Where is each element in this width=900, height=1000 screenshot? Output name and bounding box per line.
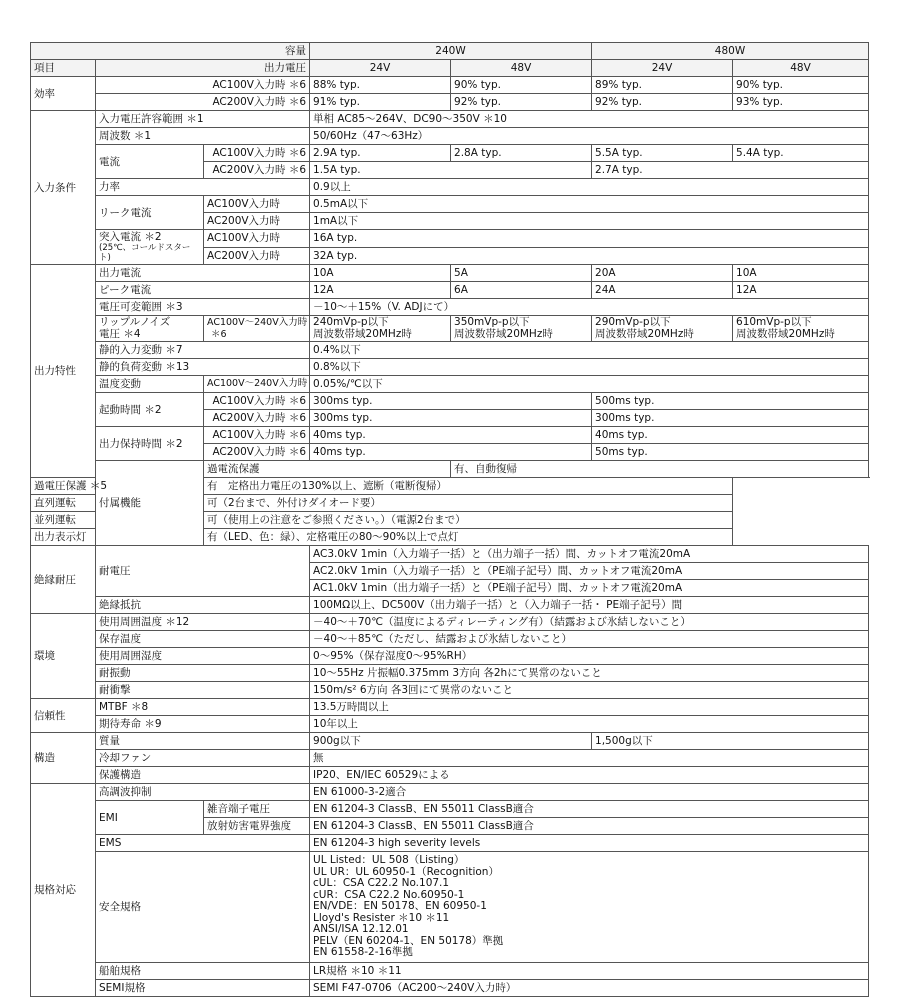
value-cell: 5.4A typ. (733, 145, 869, 162)
safety-line: cUL：CSA C22.2 No.107.1 (313, 877, 450, 889)
value-cell: 有（LED、色：緑）、定格電圧の80～90%以上で点灯 (204, 529, 733, 546)
value-cell: －10～＋15%（V. ADJにて） (310, 299, 869, 316)
category-structure: 構造 (31, 733, 96, 784)
value-cell: 89% typ. (592, 77, 733, 94)
value-cell: 2.9A typ. (310, 145, 451, 162)
item-label: 入力電圧許容範囲 ＊1 (96, 111, 310, 128)
value-cell: 92% typ. (592, 94, 733, 111)
value-cell: 無 (310, 750, 869, 767)
value-cell: 可（2台まで、外付けダイオード要） (204, 495, 733, 512)
table-row (31, 282, 869, 299)
value-cell (592, 316, 733, 342)
table-row (31, 733, 869, 750)
item-label-ripple (96, 316, 204, 342)
item-label: 過電圧保護 ＊5 (31, 478, 204, 495)
item-label: 耐衝撃 (96, 682, 310, 699)
value-cell: 1,500g以下 (592, 733, 869, 750)
safety-line: ANSI/ISA 12.12.01 (313, 923, 409, 935)
safety-line: UL Listed：UL 508（Listing） (313, 854, 465, 866)
item-label: 項目 (31, 60, 96, 77)
value-cell: 0～95%（保存湿度0～95%RH） (310, 648, 869, 665)
condition-label: AC100V入力時 ＊6 (96, 77, 310, 94)
value-cell: 90% typ. (733, 77, 869, 94)
value-cell: 91% typ. (310, 94, 451, 111)
voltage-240w-48v: 48V (451, 60, 592, 77)
table-row (31, 478, 869, 495)
value-cell: AC2.0kV 1min（入力端子一括）と（PE端子記号）間、カットオフ電流20mA (310, 563, 869, 580)
condition-label: AC200V入力時 (204, 247, 310, 265)
table-row (31, 529, 869, 546)
value-cell: 2.8A typ. (451, 145, 592, 162)
item-label: 船舶規格 (96, 962, 310, 979)
value-cell: 13.5万時間以上 (310, 699, 869, 716)
value-cell: 12A (733, 282, 869, 299)
condition-label: AC100V入力時 (204, 230, 310, 248)
item-label: 保存温度 (96, 631, 310, 648)
header-row-voltage (31, 60, 869, 77)
safety-line: cUR：CSA C22.2 No.60950-1 (313, 888, 465, 901)
value-cell: 20A (592, 265, 733, 282)
table-row (31, 393, 869, 410)
value-cell: 100MΩ以上、DC500V（出力端子一括）と（入力端子一括・ PE端子記号）間 (310, 597, 869, 614)
value-cell: 0.4%以下 (310, 342, 869, 359)
ripple-value: 350mVp-p以下 (454, 316, 530, 328)
category-standards: 規格対応 (31, 784, 96, 997)
table-row (31, 230, 869, 248)
ripple-bandwidth: 周波数帯域20MHz時 (454, 327, 553, 340)
item-label: 保護構造 (96, 767, 310, 784)
value-cell: 単相 AC85～264V、DC90～350V ＊10 (310, 111, 869, 128)
value-cell: EN 61000-3-2適合 (310, 784, 869, 801)
item-label: 出力電流 (96, 265, 310, 282)
condition-ripple (204, 316, 310, 342)
value-cell: 150m/s² 6方向 各3回にて異常のないこと (310, 682, 869, 699)
table-row (31, 699, 869, 716)
value-cell: 90% typ. (451, 77, 592, 94)
value-cell: 5A (451, 265, 592, 282)
item-label: 静的入力変動 ＊7 (96, 342, 310, 359)
item-label: 周波数 ＊1 (96, 128, 310, 145)
value-cell: 10～55Hz 片振幅0.375mm 3方向 各2hにて異常のないこと (310, 665, 869, 682)
value-cell: 12A (310, 282, 451, 299)
value-cell: SEMI F47-0706（AC200～240V入力時） (310, 979, 869, 996)
table-row (31, 376, 869, 393)
value-cell (310, 316, 451, 342)
table-row (31, 767, 869, 784)
table-row (31, 111, 869, 128)
item-label: 使用周囲温度 ＊12 (96, 614, 310, 631)
voltage-240w-24v: 24V (310, 60, 451, 77)
ripple-bandwidth: 周波数帯域20MHz時 (595, 327, 694, 340)
item-label: 期待寿命 ＊9 (96, 716, 310, 733)
safety-standards-list (310, 852, 869, 963)
table-row (31, 265, 869, 282)
value-cell: －40～＋70℃（温度によるディレーティング有）（結露および氷結しないこと） (310, 614, 869, 631)
safety-line: PELV（EN 60204-1、EN 50178）準拠 (313, 934, 504, 947)
voltage-480w-48v: 48V (733, 60, 869, 77)
table-row (31, 835, 869, 852)
value-cell: 10A (733, 265, 869, 282)
value-cell: 24A (592, 282, 733, 299)
condition-label: AC100V入力時 ＊6 (204, 145, 310, 162)
category-features: 付属機能 (96, 461, 204, 546)
value-cell: 40ms typ. (310, 427, 592, 444)
condition-label: AC200V入力時 ＊6 (96, 94, 310, 111)
item-label: 使用周囲湿度 (96, 648, 310, 665)
ripple-value: 610mVp-p以下 (736, 316, 812, 328)
value-cell: 93% typ. (733, 94, 869, 111)
item-label: MTBF ＊8 (96, 699, 310, 716)
table-row (31, 614, 869, 631)
table-row (31, 597, 869, 614)
table-row (31, 665, 869, 682)
table-row (31, 94, 869, 111)
value-cell: EN 61204-3 ClassB、EN 55011 ClassB適合 (310, 801, 869, 818)
item-label-inrush (96, 230, 204, 265)
value-cell (451, 316, 592, 342)
condition-label: AC100V入力時 ＊6 (204, 427, 310, 444)
voltage-480w-24v: 24V (592, 60, 733, 77)
safety-line: EN 61558-2-16準拠 (313, 946, 413, 958)
condition-label: AC100V入力時 ＊6 (204, 393, 310, 410)
table-row (31, 299, 869, 316)
item-label: ピーク電流 (96, 282, 310, 299)
table-row (31, 179, 869, 196)
capacity-label: 容量 (31, 43, 310, 60)
value-cell: 1.5A typ. (310, 162, 592, 179)
item-label: 過電流保護 (204, 461, 451, 478)
category-input: 入力条件 (31, 111, 96, 265)
item-label: 並列運転 (31, 512, 204, 529)
inrush-label: 突入電流 ＊2 (99, 231, 162, 243)
ripple-value: 290mVp-p以下 (595, 316, 671, 328)
item-label: 力率 (96, 179, 310, 196)
table-row (31, 546, 869, 563)
condition-label: 放射妨害電界強度 (204, 818, 310, 835)
condition-label: AC100V～240V入力時 (204, 376, 310, 393)
value-cell: 0.05%/℃以下 (310, 376, 869, 393)
item-label: EMS (96, 835, 310, 852)
table-row (31, 801, 869, 818)
value-cell: 32A typ. (310, 247, 869, 265)
capacity-240w: 240W (310, 43, 592, 60)
category-environment: 環境 (31, 614, 96, 699)
value-cell: 300ms typ. (592, 410, 869, 427)
value-cell: 88% typ. (310, 77, 451, 94)
ripple-bandwidth: 周波数帯域20MHz時 (736, 327, 835, 340)
item-label: 耐電圧 (96, 546, 310, 597)
value-cell: EN 61204-3 ClassB、EN 55011 ClassB適合 (310, 818, 869, 835)
value-cell: 1mA以下 (310, 213, 869, 230)
item-label: 安全規格 (96, 852, 310, 963)
table-row (31, 461, 869, 478)
table-row (31, 316, 869, 342)
table-row (31, 979, 869, 996)
item-label: 出力表示灯 (31, 529, 204, 546)
ripple-bandwidth: 周波数帯域20MHz時 (313, 327, 412, 340)
table-row (31, 716, 869, 733)
value-cell: 900g以下 (310, 733, 592, 750)
value-cell: 5.5A typ. (592, 145, 733, 162)
item-label: EMI (96, 801, 204, 835)
ripple-label-line2: 電圧 ＊4 (99, 327, 141, 340)
value-cell (733, 316, 869, 342)
value-cell: 0.8%以下 (310, 359, 869, 376)
value-cell: 300ms typ. (310, 393, 592, 410)
table-row (31, 77, 869, 94)
item-label: 高調波抑制 (96, 784, 310, 801)
header-row-capacity (31, 43, 869, 60)
category-output: 出力特性 (31, 265, 96, 478)
value-cell: －40～＋85℃（ただし、結露および氷結しないこと） (310, 631, 869, 648)
condition-label: 雑音端子電圧 (204, 801, 310, 818)
ripple-cond-line2: ＊6 (211, 328, 227, 340)
table-row (31, 342, 869, 359)
ripple-value: 240mVp-p以下 (313, 316, 389, 328)
table-row (31, 427, 869, 444)
table-row (31, 784, 869, 801)
value-cell: 40ms typ. (310, 444, 592, 461)
value-cell: LR規格 ＊10 ＊11 (310, 962, 869, 979)
table-row (31, 852, 869, 963)
table-row (31, 196, 869, 213)
item-label: 出力保持時間 ＊2 (96, 427, 204, 461)
item-label: 質量 (96, 733, 310, 750)
value-cell: 6A (451, 282, 592, 299)
value-cell: 500ms typ. (592, 393, 869, 410)
table-row (31, 145, 869, 162)
value-cell: 2.7A typ. (592, 162, 869, 179)
category-reliability: 信頼性 (31, 699, 96, 733)
item-label: 冷却ファン (96, 750, 310, 767)
inrush-sub-label: (25℃、コールドスタート) (99, 243, 191, 263)
table-row (31, 750, 869, 767)
value-cell: 40ms typ. (592, 427, 869, 444)
table-row (31, 682, 869, 699)
table-row (31, 648, 869, 665)
value-cell: 16A typ. (310, 230, 869, 248)
value-cell: 0.5mA以下 (310, 196, 869, 213)
table-row (31, 495, 869, 512)
table-row (31, 128, 869, 145)
item-label: SEMI規格 (96, 979, 310, 996)
item-label: 静的負荷変動 ＊13 (96, 359, 310, 376)
value-cell: 10A (310, 265, 451, 282)
condition-label: AC200V入力時 ＊6 (204, 444, 310, 461)
item-label: 電圧可変範囲 ＊3 (96, 299, 310, 316)
condition-label: AC200V入力時 ＊6 (204, 162, 310, 179)
value-cell: 92% typ. (451, 94, 592, 111)
value-cell: AC1.0kV 1min（出力端子一括）と（PE端子記号）間、カットオフ電流20mA (310, 580, 869, 597)
item-label: 絶縁抵抗 (96, 597, 310, 614)
item-label: リーク電流 (96, 196, 204, 230)
category-insulation: 絶縁耐圧 (31, 546, 96, 614)
condition-label: AC200V入力時 (204, 213, 310, 230)
value-cell: 有 定格出力電圧の130%以上、遮断（電断復帰） (204, 478, 733, 495)
value-cell: 300ms typ. (310, 410, 592, 427)
ripple-label-line1: リップルノイズ (99, 316, 171, 328)
safety-line: Lloyd's Resister ＊10 ＊11 (313, 911, 450, 924)
value-cell: 可（使用上の注意をご参照ください。）（電源2台まで） (204, 512, 733, 529)
value-cell: IP20、EN/IEC 60529による (310, 767, 869, 784)
table-row (31, 962, 869, 979)
table-row (31, 631, 869, 648)
table-row (31, 512, 869, 529)
table-row (31, 359, 869, 376)
value-cell: 有、自動復帰 (451, 461, 869, 478)
spec-table (30, 42, 869, 997)
value-cell: EN 61204-3 high severity levels (310, 835, 869, 852)
condition-label: AC100V入力時 (204, 196, 310, 213)
condition-label: AC200V入力時 ＊6 (204, 410, 310, 427)
item-label: 温度変動 (96, 376, 204, 393)
value-cell: 50/60Hz（47～63Hz） (310, 128, 869, 145)
value-cell: 0.9以上 (310, 179, 869, 196)
output-voltage-label: 出力電圧 (96, 60, 310, 77)
value-cell: 10年以上 (310, 716, 869, 733)
item-label: 電流 (96, 145, 204, 179)
item-label: 耐振動 (96, 665, 310, 682)
item-label: 直列運転 (31, 495, 204, 512)
ripple-cond-line1: AC100V～240V入力時 (207, 317, 308, 328)
value-cell: 50ms typ. (592, 444, 869, 461)
safety-line: EN/VDE：EN 50178、EN 60950-1 (313, 900, 487, 912)
value-cell: AC3.0kV 1min（入力端子一括）と（出力端子一括）間、カットオフ電流20mA (310, 546, 869, 563)
capacity-480w: 480W (592, 43, 869, 60)
safety-line: UL UR：UL 60950-1（Recognition） (313, 865, 499, 878)
category-efficiency: 効率 (31, 77, 96, 111)
item-label: 起動時間 ＊2 (96, 393, 204, 427)
